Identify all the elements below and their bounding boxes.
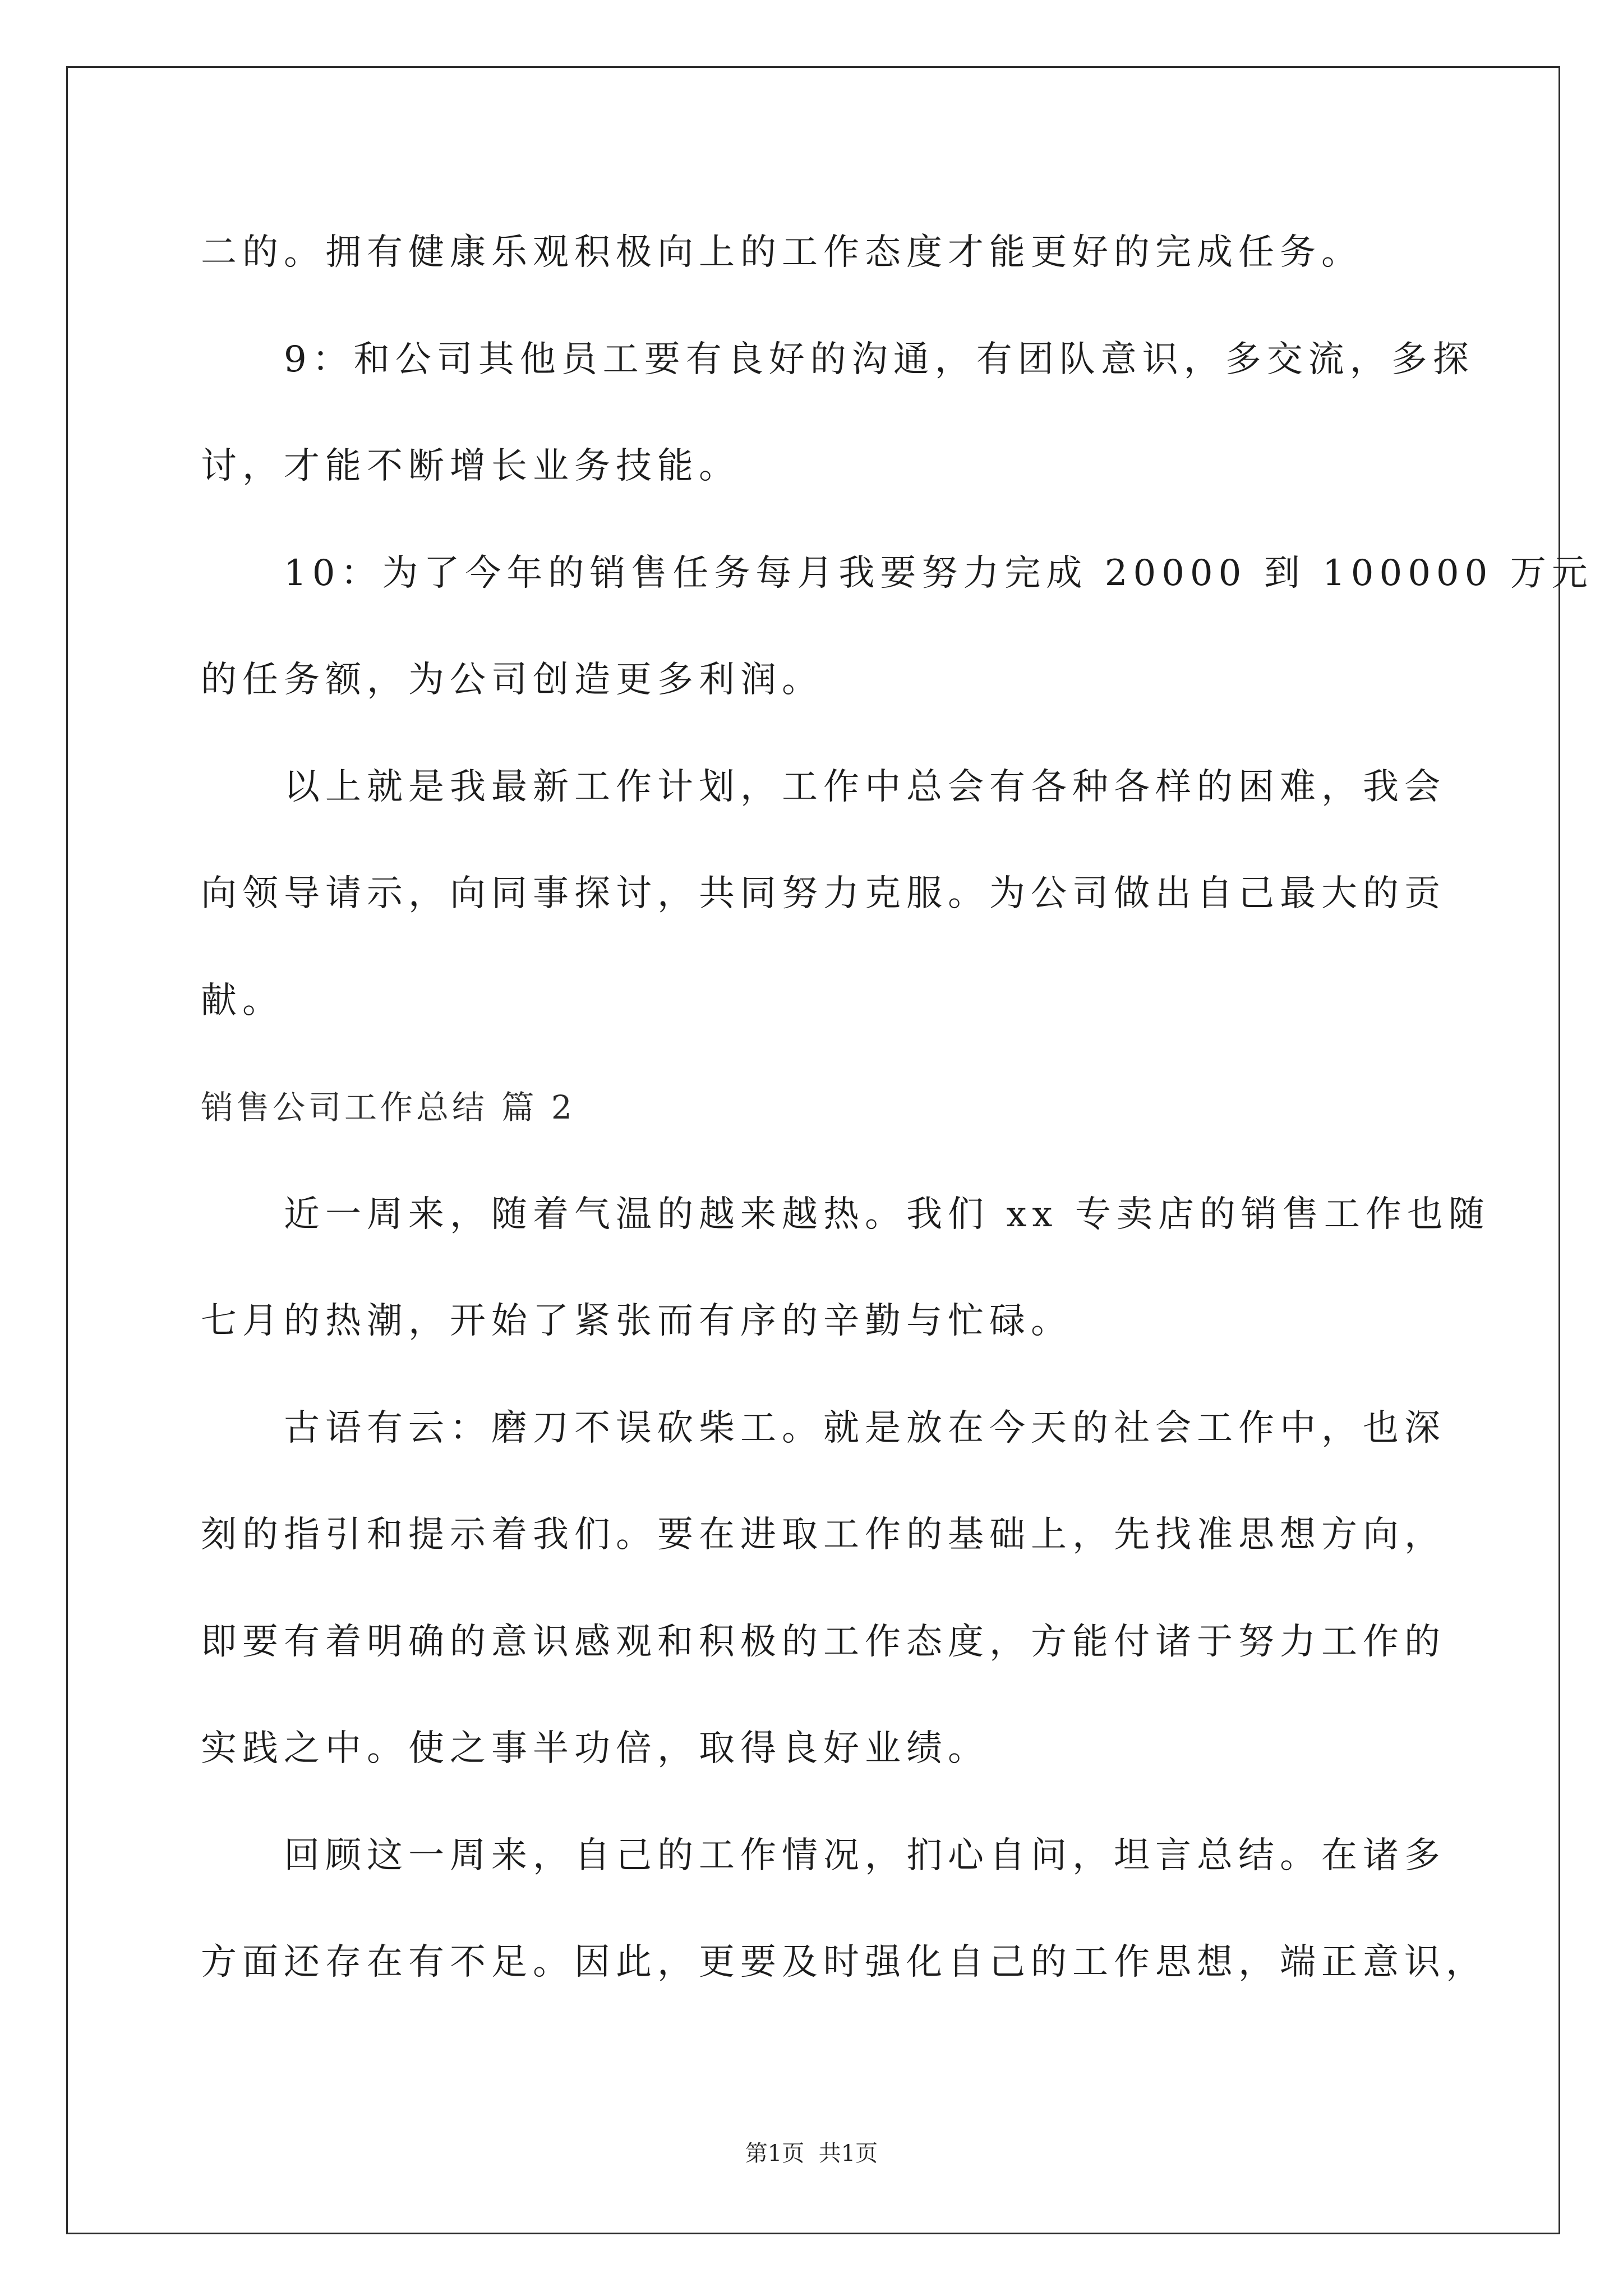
text-line: 以上就是我最新工作计划，工作中总会有各种各样的困难，我会 xyxy=(284,766,1446,808)
text-line: 二的。拥有健康乐观积极向上的工作态度才能更好的完成任务。 xyxy=(201,232,1363,273)
text-line: 方面还存在有不足。因此，更要及时强化自己的工作思想，端正意识， xyxy=(201,1941,1487,1983)
text-line: 10：为了今年的销售任务每月我要努力完成 20000 到 100000 万元 xyxy=(284,552,1593,594)
text-line: 回顾这一周来，自己的工作情况，扪心自问，坦言总结。在诸多 xyxy=(284,1834,1446,1876)
document-body xyxy=(201,199,1593,2016)
text-line: 实践之中。使之事半功倍，取得良好业绩。 xyxy=(201,1728,989,1769)
text-line: 向领导请示，向同事探讨，共同努力克服。为公司做出自己最大的贡 xyxy=(201,873,1446,914)
section-heading: 销售公司工作总结 篇 2 xyxy=(201,1088,575,1126)
text-line: 即要有着明确的意识感观和积极的工作态度，方能付诸于努力工作的 xyxy=(201,1621,1446,1663)
text-line: 七月的热潮，开始了紧张而有序的辛勤与忙碌。 xyxy=(201,1300,1072,1342)
text-line: 刻的指引和提示着我们。要在进取工作的基础上，先找准思想方向， xyxy=(201,1514,1446,1556)
text-line: 近一周来，随着气温的越来越热。我们 xx 专卖店的销售工作也随 xyxy=(284,1193,1490,1235)
text-line: 讨，才能不断增长业务技能。 xyxy=(201,445,740,487)
text-line: 古语有云：磨刀不误砍柴工。就是放在今天的社会工作中，也深 xyxy=(284,1407,1446,1449)
text-line: 献。 xyxy=(201,979,284,1022)
page-footer: 第1页 共1页 xyxy=(745,2141,878,2166)
text-line: 的任务额，为公司创造更多利润。 xyxy=(201,659,823,701)
text-line: 9：和公司其他员工要有良好的沟通，有团队意识，多交流，多探 xyxy=(284,338,1474,380)
